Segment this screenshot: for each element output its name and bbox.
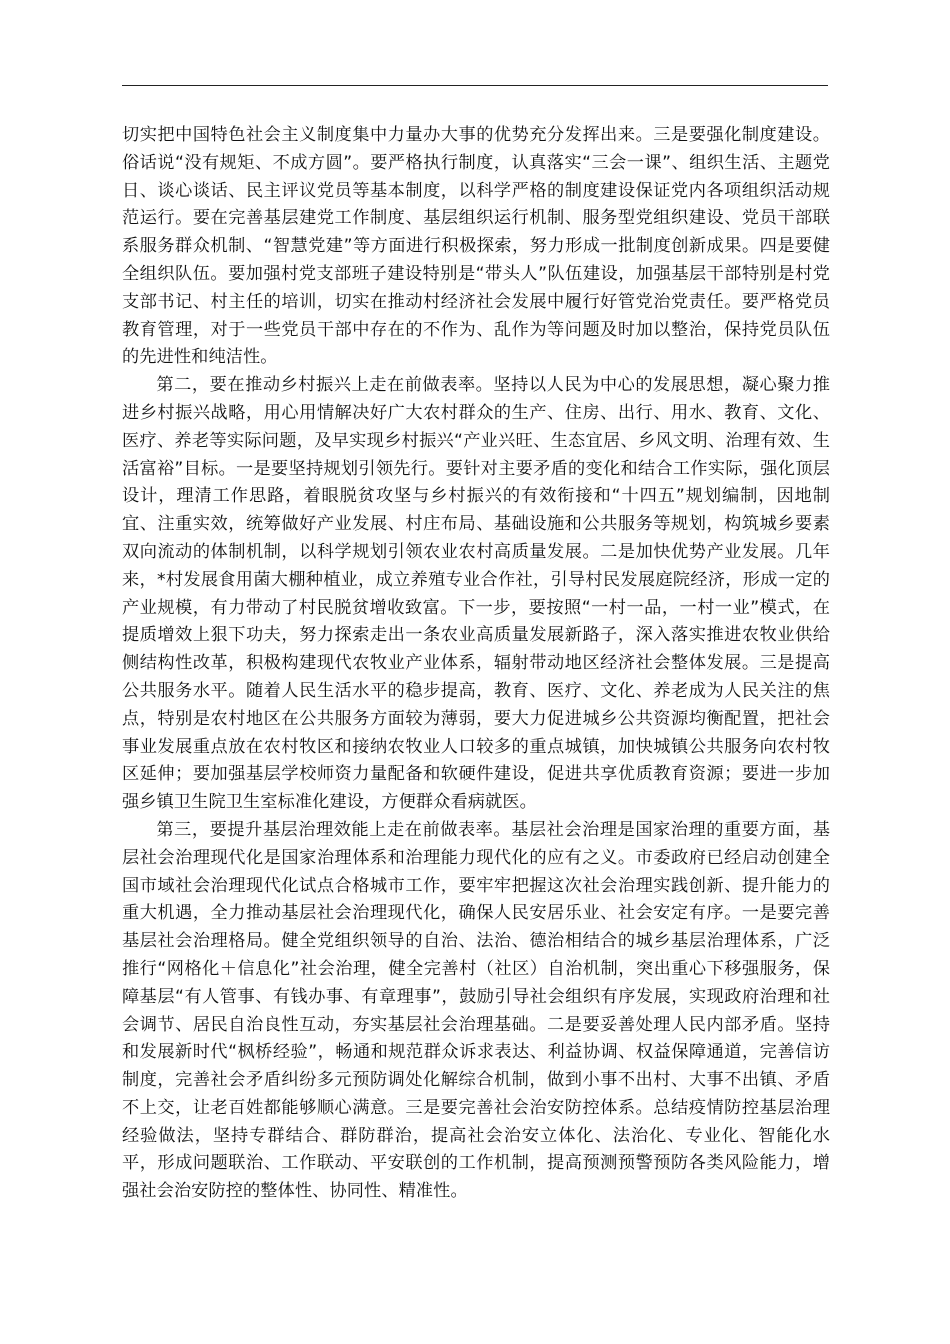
header-rule [122,85,828,86]
paragraph-3: 第三，要提升基层治理效能上走在前做表率。基层社会治理是国家治理的重要方面，基层社会治理现代化是国家治理体系和治理能力现代化的应有之义。市委政府已经启动创建全国市域社会治理现代化试点合格城市工作，要牢牢把握这次社会治理实践创新、提升能力的重大机遇，全力推动基层社会治理现代化，确保人民安居乐业、社会安定有序。一是要完善基层社会治理格局。健全党组织领导的自治、法治、德治相结合的城乡基层治理体系，广泛推行“网格化＋信息化”社会治理，健全完善村（社区）自治机制，突出重心下移强服务，保障基层“有人管事、有钱办事、有章理事”，鼓励引导社会组织有序发展，实现政府治理和社会调节、居民自治良性互动，夯实基层社会治理基础。二是要妥善处理人民内部矛盾。坚持和发展新时代“枫桥经验”，畅通和规范群众诉求表达、利益协调、权益保障通道，完善信访制度，完善社会矛盾纠纷多元预防调处化解综合机制，做到小事不出村、大事不出镇、矛盾不上交，让老百姓都能够顺心满意。三是要完善社会治安防控体系。总结疫情防控基层治理经验做法，坚持专群结合、群防群治，提高社会治安立体化、法治化、专业化、智能化水平，形成问题联治、工作联动、平安联创的工作机制，提高预测预警预防各类风险能力，增强社会治安防控的整体性、协同性、精准性。 [122,819,830,1202]
paragraph-1: 切实把中国特色社会主义制度集中力量办大事的优势充分发挥出来。三是要强化制度建设。俗话说“没有规矩、不成方圆”。要严格执行制度，认真落实“三会一课”、组织生活、主题党日、谈心谈话、民主评议党员等基本制度，以科学严格的制度建设保证党内各项组织活动规范运行。要在完善基层建党工作制度、基层组织运行机制、服务型党组织建设、党员干部联系服务群众机制、“智慧党建”等方面进行积极探索，努力形成一批制度创新成果。四是要健全组织队伍。要加强村党支部班子建设特别是“带头人”队伍建设，加强基层干部特别是村党支部书记、村主任的培训，切实在推动村经济社会发展中履行好管党治党责任。要严格党员教育管理，对于一些党员干部中存在的不作为、乱作为等问题及时加以整治，保持党员队伍的先进性和纯洁性。 [122,125,830,368]
body-text [122,122,830,1206]
paragraph-2: 第二，要在推动乡村振兴上走在前做表率。坚持以人民为中心的发展思想，凝心聚力推进乡村振兴战略，用心用情解决好广大农村群众的生产、住房、出行、用水、教育、文化、医疗、养老等实际问题，及早实现乡村振兴“产业兴旺、生态宜居、乡风文明、治理有效、生活富裕”目标。一是要坚持规划引领先行。要针对主要矛盾的变化和结合工作实际，强化顶层设计，理清工作思路，着眼脱贫攻坚与乡村振兴的有效衔接和“十四五”规划编制，因地制宜、注重实效，统筹做好产业发展、村庄布局、基础设施和公共服务等规划，构筑城乡要素双向流动的体制机制，以科学规划引领农业农村高质量发展。二是加快优势产业发展。几年来，*村发展食用菌大棚种植业，成立养殖专业合作社，引导村民发展庭院经济，形成一定的产业规模，有力带动了村民脱贫增收致富。下一步，要按照“一村一品，一村一业”模式，在提质增效上狠下功夫，努力探索走出一条农业高质量发展新路子，深入落实推进农牧业供给侧结构性改革，积极构建现代农牧业产业体系，辐射带动地区经济社会整体发展。三是提高公共服务水平。随着人民生活水平的稳步提高，教育、医疗、文化、养老成为人民关注的焦点，特别是农村地区在公共服务方面较为薄弱，要大力促进城乡公共资源均衡配置，把社会事业发展重点放在农村牧区和接纳农牧业人口较多的重点城镇，加快城镇公共服务向农村牧区延伸；要加强基层学校师资力量配备和软硬件建设，促进共享优质教育资源；要进一步加强乡镇卫生院卫生室标准化建设，方便群众看病就医。 [122,375,830,813]
